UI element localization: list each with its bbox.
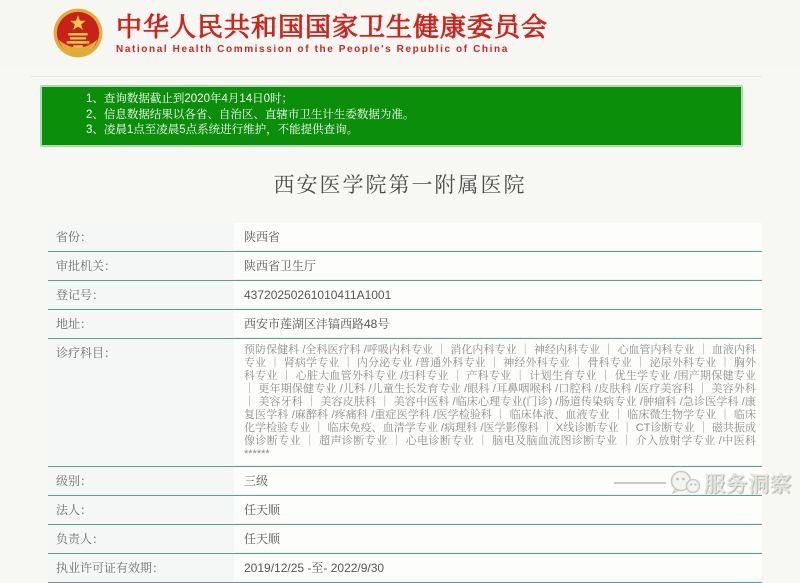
field-value: 任天顺: [244, 531, 281, 546]
field-label: 级别：: [48, 467, 234, 495]
field-value: 2019/12/25 -至- 2022/9/30: [244, 560, 385, 575]
field-label: 负责人：: [48, 525, 234, 553]
field-label: 省份：: [48, 223, 234, 251]
notice-line-3: 3、凌晨1点至凌晨5点系统进行维护，不能提供查询。: [86, 124, 359, 136]
table-row-address: [48, 310, 762, 339]
field-value: 预防保健科 /全科医疗科 /呼吸内科专业 ｜ 消化内科专业 ｜ 神经内科专业 ｜ 心血管内科专业 ｜ 血液内科专业 ｜ 肾病学专业 ｜ 内分泌专业 /普通外科专业 ｜ 神经外科专业 ｜ 骨科专业 ｜ 泌尿外科专业 ｜ 胸外科专业 ｜ 心脏大血管外科专业 /妇科专业 ｜ 产科专业 ｜ 计划生育专业 ｜ 优生学专业 /围产期保健专业 ｜ 更年期保健专业 /儿科 /儿童生长发育专业 /眼科 /耳鼻咽喉科 /口腔科 /皮肤科 /医疗美容科 ｜ 美容外科 ｜ 美容牙科 ｜ 美容皮肤科 ｜ 美容中医科 /临床心理专业(门诊) /肠道传染病专业 /肿瘤科 /急诊医学科 /康复医学科 /麻醉科 /疼痛科 /重症医学科 /医学检验科 ｜ 临床体液、血液专业 ｜ 临床微生物学专业 ｜ 临床化学检验专业 ｜ 临床免疫、血清学专业 /病理科 /医学影像科 ｜ X线诊断专业 ｜ CT诊断专业 ｜ 磁共振成像诊断专业 ｜ 超声诊断专业 ｜ 心电诊断专业 ｜ 脑电及脑血流图诊断专业 ｜ 介入放射学专业 /中医科******: [244, 343, 756, 460]
hospital-name-title: 西安医学院第一附属医院: [273, 173, 527, 197]
field-label: 执业许可证有效期：: [48, 554, 234, 582]
site-title: 中华人民共和国国家卫生健康委员会: [116, 11, 549, 42]
field-value: 三级: [244, 473, 269, 488]
china-national-emblem-icon: [52, 7, 104, 59]
field-value: 任天顺: [244, 502, 281, 517]
field-value: 西安市莲湖区沣镐西路48号: [244, 316, 390, 331]
field-value: 43720250261010411A1001: [244, 287, 392, 302]
field-label: 诊疗科目：: [48, 339, 234, 466]
table-row-registration-number: [48, 281, 762, 310]
hospital-info-table: [48, 223, 762, 583]
site-header: [0, 0, 800, 66]
table-row-approval-authority: [48, 252, 762, 281]
header-divider: [30, 76, 762, 77]
notice-line-2: 2、信息数据结果以各省、自治区、直辖市卫生计生委数据为准。: [86, 108, 415, 121]
field-value: 陕西省卫生厅: [244, 258, 317, 273]
header-titles: [116, 12, 548, 55]
table-row-legal-person: [48, 496, 762, 525]
field-label: 登记号：: [48, 281, 234, 309]
table-row-license-validity: [48, 554, 762, 583]
table-row-level: [48, 467, 762, 496]
field-label: 法人：: [48, 496, 234, 524]
notice-line-1: 1、查询数据截止到2020年4月14日0时；: [86, 93, 294, 105]
field-value: 陕西省: [244, 229, 281, 244]
site-subtitle: National Health Commission of the People's Republic of China: [116, 43, 509, 55]
table-row-medical-subjects: [48, 339, 762, 467]
watermark-text: 服务洞察: [704, 473, 792, 496]
table-row-province: [48, 223, 762, 252]
table-row-person-in-charge: [48, 525, 762, 554]
notice-box: [40, 85, 743, 147]
field-label: 地址：: [48, 310, 234, 338]
field-label: 审批机关：: [48, 252, 234, 280]
